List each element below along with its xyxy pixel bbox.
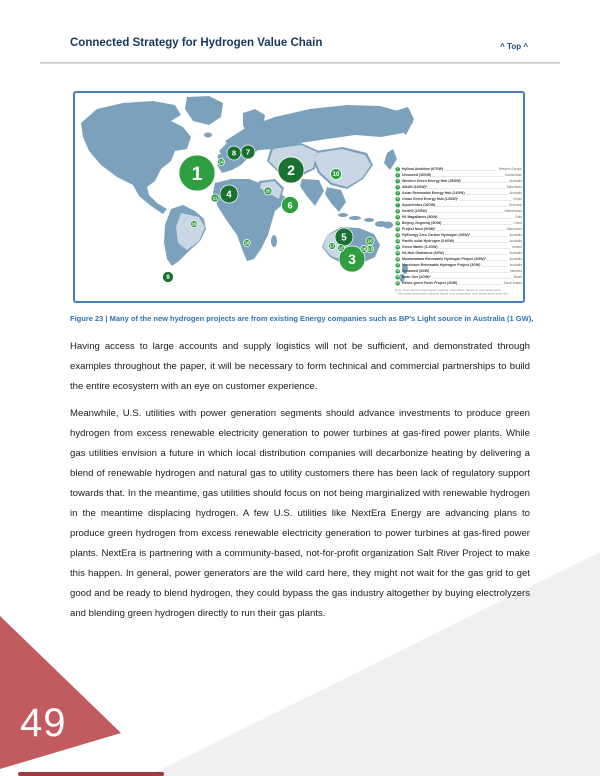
- legend-region-label: Australia: [509, 263, 522, 267]
- legend-region-label: Australia: [509, 239, 522, 243]
- legend-region-label: Ireland: [512, 245, 522, 249]
- legend-marker-number: 12: [396, 233, 400, 237]
- legend-region-label: Namibia: [510, 269, 522, 273]
- legend-project-label: AMAN (16GW)*: [402, 185, 428, 189]
- map-note-line-2: *: Estimated electrolyser capacity based on a comparison with similar-sized schemes.: [395, 292, 509, 296]
- map-marker-number: 19: [191, 221, 197, 227]
- map-note: [395, 289, 522, 303]
- legend-region-label: Kazakhstan: [505, 173, 522, 177]
- map-marker-number: 4: [226, 189, 232, 201]
- legend-project-label: Base One (2GW)*: [402, 275, 431, 279]
- legend-marker-number: 1: [396, 167, 399, 171]
- legend-marker-number: 19: [396, 275, 400, 279]
- paragraph-2: Meanwhile, U.S. utilities with power generation segments should advance investments to produce green hydrogen from excess renewable electricity generation to power turbines at gas-fired power plants. While gas utilities envision a future in which local distribution companies will decarbonize heating by delivering a blend of renewable hydrogen and natural gas to utility customers there has been lack of regulatory support towards that. In the meantime, gas utilities should focus on not being marginalized with renewable hydrogen in the meantime displacing hydrogen. A few U.S. utilities like NextEra Energy are advancing plans to produce green hydrogen from excess renewable electricity generation to power turbines at gas-fired power plants. NextEra is partnering with a community-based, not-for-profit organization Salt River Project to make this happen. In general, power generators are the wild card here, they might not wait for the gas grid to get good and be ready to blend hydrogen, they could bypass the gas industry altogether by buying electrolyzers and blending green hydrogen directly to run their gas plants.: [70, 408, 530, 619]
- map-marker-number: 11: [212, 195, 218, 201]
- legend-marker-number: 8: [396, 209, 399, 213]
- map-note-line-1: Note: Size refers to electrolyser capacity. Information based on announcements.: [395, 289, 502, 292]
- legend-leader-dots: [437, 204, 507, 207]
- legend-region-label: Australia: [509, 191, 522, 195]
- footer-red-bar: [18, 772, 164, 776]
- map-marker-number: 18: [244, 240, 250, 246]
- figure-caption: Figure 23 | Many of the new hydrogen projects are from existing Energy companies such as BP's Light source in Australia (1 GW),: [70, 314, 534, 323]
- legend-region-label: Saudi Arabia: [503, 281, 522, 285]
- legend-leader-dots: [472, 234, 508, 237]
- legend-leader-dots: [445, 168, 497, 171]
- legend-region-label: Brazil: [513, 275, 522, 279]
- map-marker-number: 13: [367, 246, 373, 252]
- map-marker-number: 12: [338, 245, 344, 251]
- map-marker-number: 16: [361, 246, 367, 252]
- legend-project-label: Oman Green Energy Hub (14GW)*: [402, 197, 459, 201]
- legend-project-label: Murchison Renewable Hydrogen Project (3GW): [402, 263, 481, 267]
- map-marker-number: 6: [287, 200, 293, 211]
- legend-project-label: Green Marlin (3.2GW): [402, 245, 438, 249]
- legend-marker-number: 3: [396, 179, 399, 183]
- body-text: [70, 337, 530, 631]
- legend-region-label: China: [513, 221, 522, 225]
- map-marker-number: 10: [332, 172, 340, 179]
- legend-marker-number: 10: [396, 221, 400, 225]
- legend-marker-number: 18: [396, 269, 400, 273]
- legend-region-label: Mauritania: [506, 227, 522, 231]
- page-title: Connected Strategy for Hydrogen Value Chain: [70, 37, 323, 49]
- legend-project-label: Project Nour (5GW)*: [402, 227, 436, 231]
- legend-leader-dots: [439, 216, 513, 219]
- legend-project-label: Pacific solar Hydrogen (3.6GW): [402, 239, 455, 243]
- legend-project-label: Western Green Energy Hub (28GW): [402, 179, 461, 183]
- legend-project-label: Unnamed (3GW): [402, 269, 430, 273]
- legend-project-label: Moolawatana Renewable Hydrogen Project (3GW)*: [402, 257, 487, 261]
- map-legend: [395, 166, 522, 287]
- legend-marker-number: 16: [396, 257, 400, 261]
- legend-project-label: Unnamed (30GW): [402, 173, 432, 177]
- legend-leader-dots: [445, 252, 508, 255]
- legend-marker-number: 5: [396, 191, 399, 195]
- map-marker-number: 5: [341, 232, 347, 244]
- legend-leader-dots: [488, 258, 508, 261]
- footer-red-triangle: [0, 616, 121, 769]
- legend-project-label: H2-Hub Gladstone (3GW): [402, 251, 444, 255]
- legend-region-label: Australia: [509, 251, 522, 255]
- legend-project-label: HyEnergy Zero Carbon Hydrogen (4GW)*: [402, 233, 471, 237]
- legend-leader-dots: [429, 186, 506, 189]
- legend-marker-number: 7: [396, 203, 399, 207]
- map-legend-inner: [395, 166, 522, 286]
- map-marker-number: 3: [348, 251, 356, 268]
- legend-region-label: Chile: [514, 215, 522, 219]
- legend-marker-number: 15: [396, 251, 400, 255]
- map-marker-number: 17: [329, 243, 335, 249]
- legend-region-label: Mauritania: [506, 185, 522, 189]
- legend-leader-dots: [456, 240, 508, 243]
- legend-region-label: Western Europe: [498, 167, 522, 171]
- legend-region-label: Australia: [509, 257, 522, 261]
- legend-leader-dots: [482, 264, 508, 267]
- legend-marker-number: 9: [396, 215, 399, 219]
- map-marker-number: 8: [231, 148, 237, 158]
- legend-leader-dots: [437, 228, 505, 231]
- legend-leader-dots: [428, 210, 503, 213]
- legend-marker-number: 2: [396, 173, 399, 177]
- map-marker-number: 14: [218, 159, 224, 165]
- legend-marker-number: 14: [396, 245, 400, 249]
- legend-leader-dots: [439, 246, 510, 249]
- figure-23-map: [73, 91, 525, 303]
- legend-project-label: AquaVentus (10GW): [402, 203, 436, 207]
- page-number: 49: [20, 701, 67, 745]
- legend-marker-number: 4: [396, 185, 399, 189]
- legend-marker-number: 20: [396, 281, 400, 285]
- map-marker-number: 15: [367, 238, 373, 244]
- legend-region-label: Netherlands: [504, 209, 522, 213]
- legend-row: [395, 280, 522, 286]
- legend-leader-dots: [432, 276, 512, 279]
- legend-marker-number: 6: [396, 197, 399, 201]
- map-marker-number: 1: [191, 162, 203, 185]
- legend-leader-dots: [460, 198, 512, 201]
- legend-leader-dots: [459, 282, 502, 285]
- map-marker-number: 2: [287, 162, 295, 179]
- map-marker-number: 9: [166, 275, 170, 282]
- map-marker-number: 7: [245, 147, 251, 157]
- legend-region-label: Germany: [508, 203, 522, 207]
- top-link[interactable]: ^ Top ^: [500, 42, 528, 51]
- legend-region-label: Australia: [509, 179, 522, 183]
- legend-marker-number: 13: [396, 239, 400, 243]
- legend-leader-dots: [462, 180, 508, 183]
- map-marker-number: 20: [265, 188, 271, 194]
- legend-leader-dots: [431, 270, 509, 273]
- legend-project-label: NortH2 (10GW): [402, 209, 427, 213]
- legend-region-label: Oman: [513, 197, 522, 201]
- legend-project-label: Helios green Fuels Project (2GW): [402, 281, 458, 285]
- legend-region-label: Australia: [509, 233, 522, 237]
- legend-project-label: Beijing Jingneng (5GW): [402, 221, 442, 225]
- legend-marker-number: 11: [396, 227, 400, 231]
- header-divider: [40, 62, 560, 64]
- legend-leader-dots: [443, 222, 512, 225]
- legend-marker-number: 17: [396, 263, 400, 267]
- legend-leader-dots: [433, 174, 504, 177]
- legend-leader-dots: [466, 192, 508, 195]
- legend-project-label: H2 Magallanes (8GW): [402, 215, 438, 219]
- paragraph-1: Having access to large accounts and supply logistics will not be sufficient, and demonstrated through examples throughout the paper, it will be necessary to form technical and commercial partnerships to build the entire ecosystem with an eye on customer experience.: [70, 341, 530, 392]
- legend-project-label: Asian Renewable Energy Hub (14GW): [402, 191, 465, 195]
- legend-project-label: HyDeal Ambition (67GW): [402, 167, 444, 171]
